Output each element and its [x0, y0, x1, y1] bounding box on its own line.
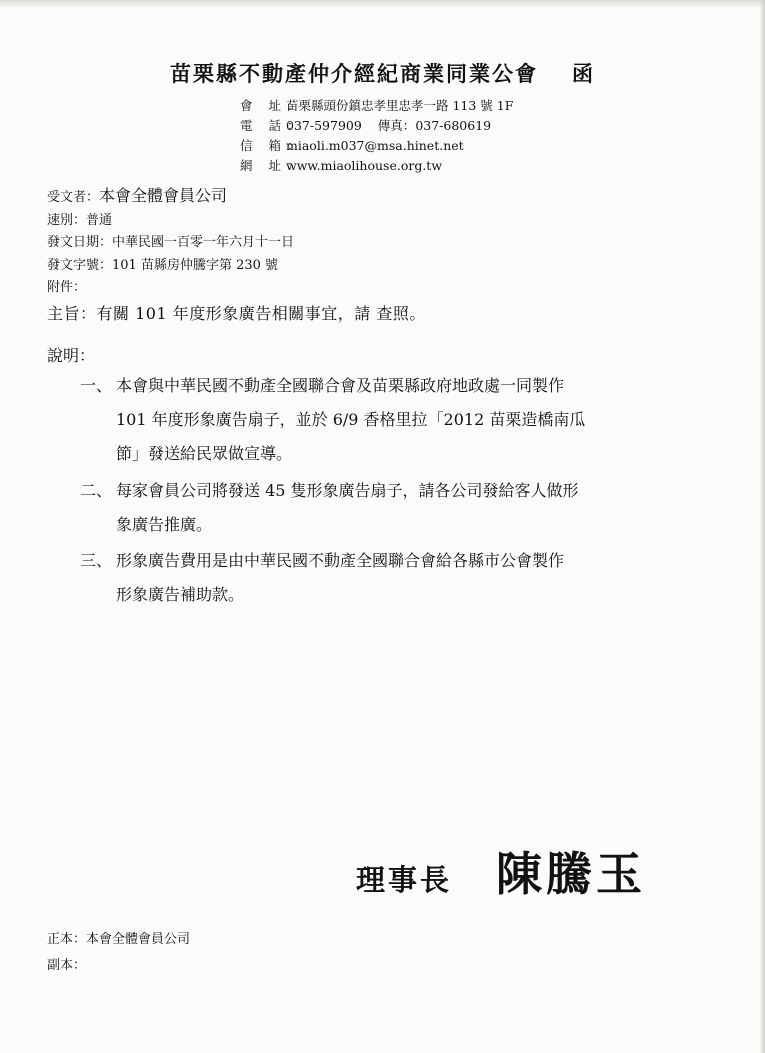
item-line: 每家會員公司將發送 45 隻形象廣告扇子，請各公司發給客人做形 [116, 481, 579, 500]
recipient-label: 受文者： [47, 190, 100, 205]
signature-block [356, 838, 646, 904]
speed-label: 速別： [47, 212, 87, 228]
item-line: 本會與中華民國不動產全國聯合會及苗栗縣政府地政處一同製作 [116, 376, 565, 395]
copy-row [47, 953, 190, 979]
copy-label: 副本： [47, 958, 87, 973]
date-label: 發文日期： [47, 235, 113, 250]
contact-block [240, 96, 513, 176]
document-title [0, 58, 765, 88]
phone-row [240, 116, 513, 136]
email-label: 信 箱： [240, 138, 306, 153]
doc-type: 函 [572, 62, 595, 86]
email-value: miaoli.m037@msa.hinet.net [286, 138, 464, 153]
item-number: 一、 [80, 376, 113, 395]
distribution-block [47, 927, 190, 979]
reference-value: 101 苗縣房仲騰字第 230 號 [112, 257, 279, 273]
original-row [47, 927, 190, 953]
attachment-row [47, 277, 294, 300]
explanation-label: 說明： [47, 346, 96, 365]
item-line: 節」發送給民眾做宣導。 [116, 444, 293, 463]
reference-label: 發文字號： [47, 257, 113, 273]
date-value: 中華民國一百零一年六月十一日 [112, 235, 295, 250]
subject-text: 有關 101 年度形象廣告相關事宜，請 查照。 [96, 304, 426, 323]
explanation-item-1 [80, 369, 700, 471]
org-title: 苗栗縣不動產仲介經紀商業同業公會 [170, 62, 538, 86]
item-body [116, 474, 700, 542]
item-line: 形象廣告費用是由中華民國不動產全國聯合會給各縣市公會製作 [116, 551, 565, 570]
speed-value: 普通 [86, 212, 113, 228]
phone-value: 037-597909 [286, 118, 362, 133]
fax-label: 傳真： [377, 118, 416, 133]
item-number: 二、 [80, 481, 113, 500]
phone-label: 電 話： [240, 118, 306, 133]
explanation-item-2 [80, 474, 700, 542]
item-line: 101 年度形象廣告扇子，並於 6/9 香格里拉「2012 苗栗造橋南瓜 [116, 410, 586, 429]
date-row [47, 232, 294, 255]
original-value: 本會全體會員公司 [86, 932, 191, 947]
email-row [240, 136, 513, 156]
address-value: 苗栗縣頭份鎮忠孝里忠孝一路 113 號 1F [286, 98, 514, 113]
subject-line [47, 301, 426, 324]
scan-edge-right [759, 0, 765, 1053]
address-row [240, 96, 513, 116]
original-label: 正本： [47, 932, 87, 947]
signature-name: 陳騰玉 [496, 847, 647, 901]
website-row [240, 156, 513, 176]
meta-block [47, 185, 294, 300]
address-label: 會 址： [240, 98, 306, 113]
signature-title: 理事長 [356, 863, 453, 897]
item-line: 形象廣告補助款。 [116, 585, 245, 604]
website-value: www.miaolihouse.org.tw [286, 158, 443, 173]
fax-value: 037-680619 [415, 118, 492, 133]
item-body [116, 544, 700, 612]
explanation-item-3 [80, 544, 700, 612]
item-number: 三、 [80, 551, 113, 570]
attachment-label: 附件： [47, 280, 87, 295]
item-body [116, 369, 700, 471]
recipient-value: 本會全體會員公司 [99, 186, 228, 205]
subject-label: 主旨： [47, 304, 97, 323]
recipient-row [47, 185, 294, 210]
scan-edge-top [0, 0, 765, 8]
speed-row [47, 210, 294, 233]
item-line: 象廣告推廣。 [116, 515, 213, 534]
website-label: 網 址： [240, 158, 306, 173]
reference-row [47, 255, 294, 278]
